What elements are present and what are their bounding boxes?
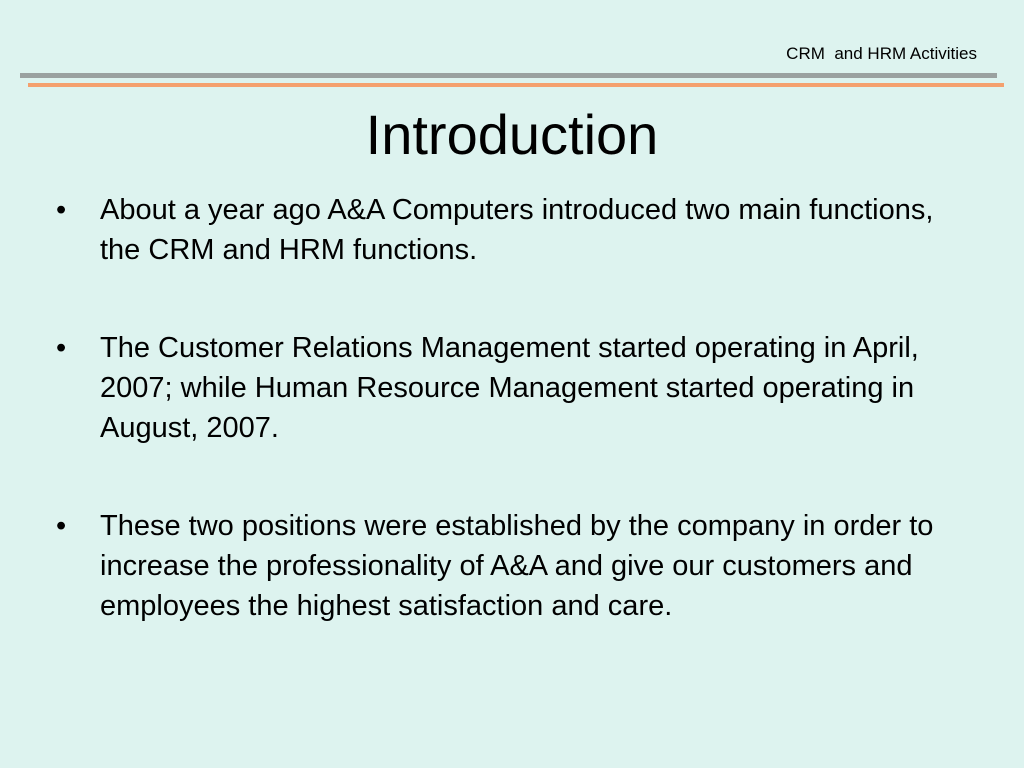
bullet-marker: •	[56, 510, 67, 542]
bullet-item	[56, 506, 976, 626]
bullet-text: These two positions were established by the company in order to increase the professionality of A&A and give our customers and employees the highest satisfaction and care.	[100, 510, 934, 622]
bullet-text: About a year ago A&A Computers introduced two main functions, the CRM and HRM functions.	[100, 194, 934, 266]
bullet-item	[56, 190, 976, 270]
header-divider-orange	[28, 83, 1004, 87]
bullet-list	[56, 190, 976, 626]
header-text: CRM and HRM Activities	[786, 44, 977, 63]
header-divider-gray	[20, 73, 997, 78]
slide-title: Introduction	[365, 103, 659, 166]
bullet-item	[56, 328, 976, 448]
bullet-marker: •	[56, 332, 67, 364]
bullet-text: The Customer Relations Management started operating in April, 2007; while Human Resource Management started operating in August, 2007.	[100, 332, 919, 444]
bullet-marker: •	[56, 194, 67, 226]
